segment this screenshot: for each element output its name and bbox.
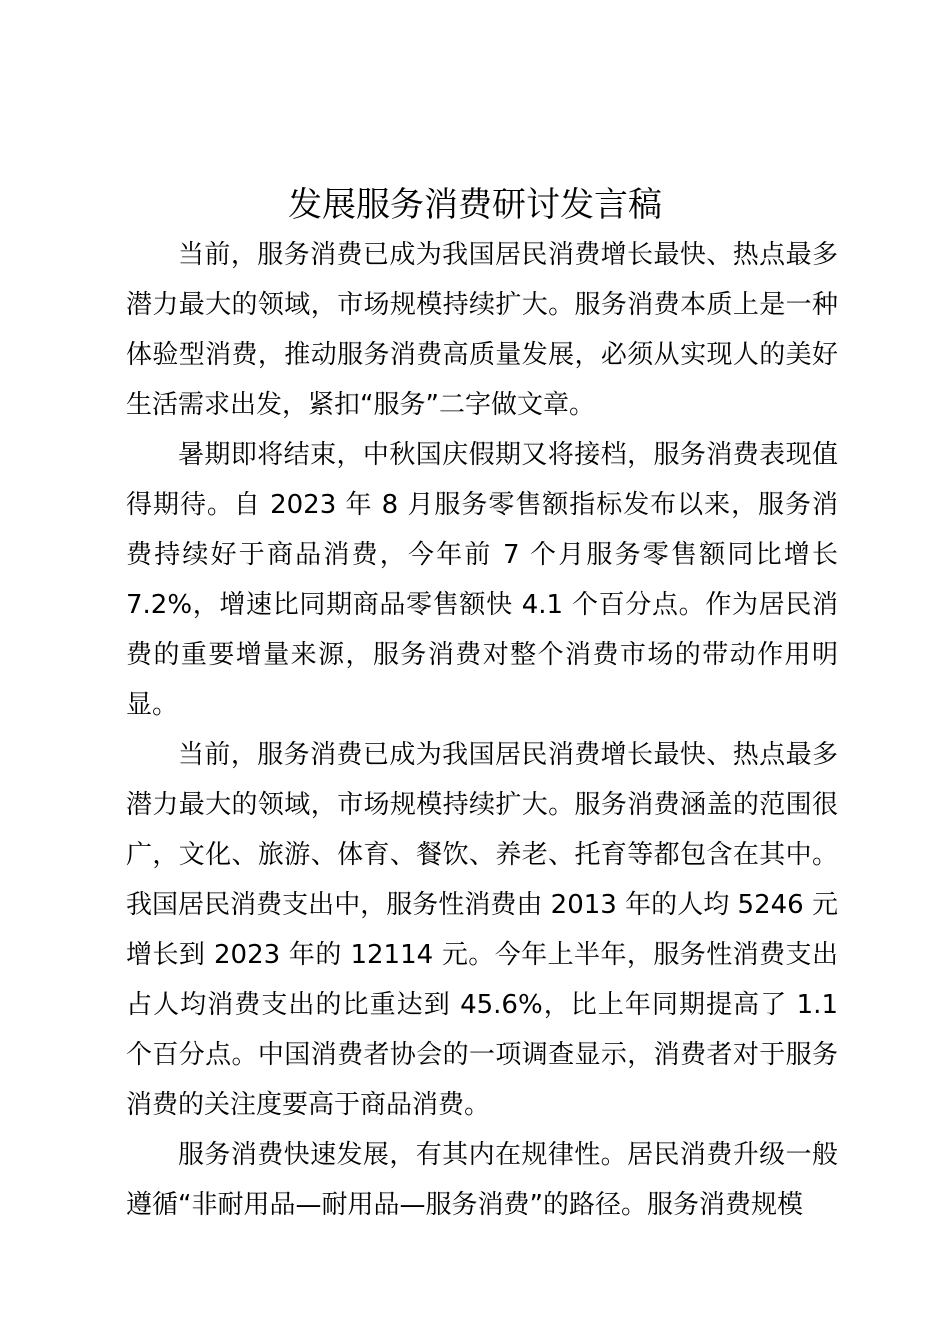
paragraph-1: 当前，服务消费已成为我国居民消费增长最快、热点最多潜力最大的领域，市场规模持续扩大。服务消费本质上是一种体验型消费，推动服务消费高质量发展，必须从实现人的美好生活需求出发，紧扣“服务”二字做文章。 xyxy=(126,240,838,420)
paragraph-2: 暑期即将结束，中秋国庆假期又将接档，服务消费表现值得期待。自 2023 年 8 月服务零售额指标发布以来，服务消费持续好于商品消费，今年前 7 个月服务零售额同比增长 7.2%，增速比同期商品零售额快 4.1 个百分点。作为居民消费的重要增量来源，服务消费对整个消费市场的带动作用明显。 xyxy=(126,440,838,720)
document-body xyxy=(126,230,838,1230)
document-title: 发展服务消费研讨发言稿 xyxy=(288,185,662,225)
paragraph-3: 当前，服务消费已成为我国居民消费增长最快、热点最多潜力最大的领域，市场规模持续扩大。服务消费涵盖的范围很广，文化、旅游、体育、餐饮、养老、托育等都包含在其中。我国居民消费支出中，服务性消费由 2013 年的人均 5246 元增长到 2023 年的 12114 元。今年上半年，服务性消费支出占人均消费支出的比重达到 45.6%，比上年同期提高了 1.1 个百分点。中国消费者协会的一项调查显示，消费者对于服务消费的关注度要高于商品消费。 xyxy=(126,740,838,1120)
paragraph-4: 服务消费快速发展，有其内在规律性。居民消费升级一般遵循“非耐用品—耐用品—服务消费”的路径。服务消费规模 xyxy=(126,1140,838,1220)
